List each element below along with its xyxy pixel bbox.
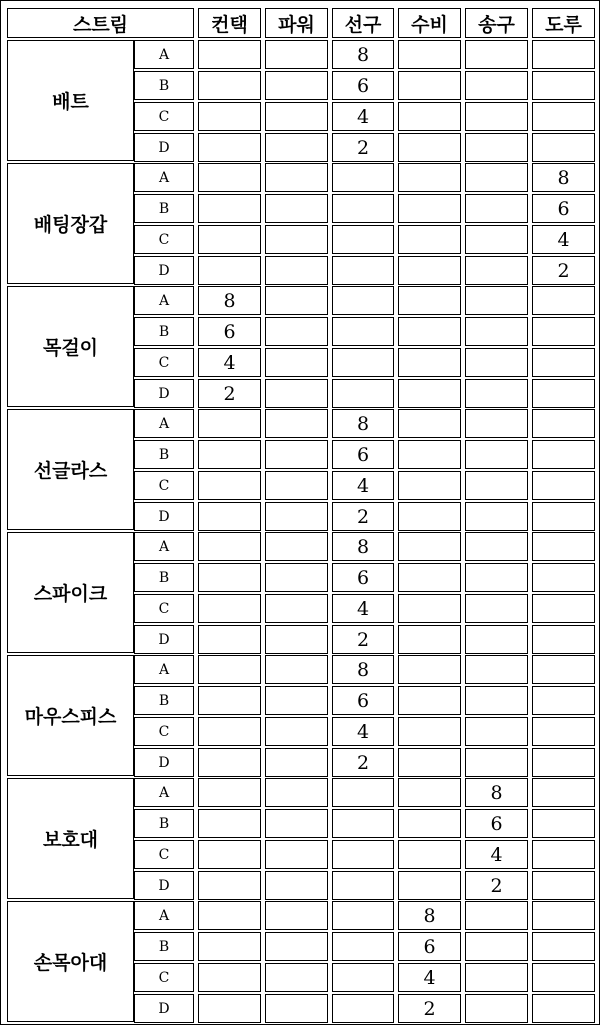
value-cell — [398, 225, 461, 254]
value-cell — [465, 686, 528, 715]
value-cell — [532, 840, 595, 869]
grade-cell: B — [134, 71, 194, 100]
value-cell: 2 — [332, 748, 394, 777]
value-cell: 8 — [332, 532, 394, 561]
grade-cell: B — [134, 440, 194, 469]
group-label: 손목아대 — [7, 901, 134, 1022]
value-cell — [198, 256, 261, 285]
value-cell — [398, 625, 461, 654]
grade-cell: D — [134, 748, 194, 777]
value-cell — [265, 471, 328, 500]
value-cell — [532, 778, 595, 807]
value-cell — [532, 40, 595, 69]
value-cell: 4 — [332, 471, 394, 500]
value-cell — [532, 717, 595, 746]
value-cell — [198, 71, 261, 100]
grade-cell: C — [134, 963, 194, 992]
value-cell — [398, 379, 461, 408]
grade-cell: C — [134, 471, 194, 500]
value-cell: 6 — [332, 440, 394, 469]
value-cell — [265, 502, 328, 531]
value-cell — [332, 994, 394, 1023]
value-cell — [198, 502, 261, 531]
value-cell — [265, 163, 328, 192]
value-cell: 4 — [332, 102, 394, 131]
value-cell — [465, 317, 528, 346]
value-cell — [265, 71, 328, 100]
value-cell — [465, 440, 528, 469]
value-cell — [532, 748, 595, 777]
value-cell: 2 — [332, 502, 394, 531]
value-cell: 4 — [532, 225, 595, 254]
value-cell — [398, 655, 461, 684]
value-cell — [198, 163, 261, 192]
grade-cell: A — [134, 409, 194, 438]
value-cell: 2 — [198, 379, 261, 408]
grade-cell: D — [134, 502, 194, 531]
value-cell — [532, 440, 595, 469]
value-cell — [532, 932, 595, 961]
value-cell — [265, 840, 328, 869]
value-cell — [532, 563, 595, 592]
value-cell — [465, 655, 528, 684]
value-cell — [398, 532, 461, 561]
value-cell: 6 — [332, 686, 394, 715]
value-cell — [198, 102, 261, 131]
value-cell — [265, 686, 328, 715]
value-cell — [198, 809, 261, 838]
value-cell — [532, 71, 595, 100]
value-cell — [198, 655, 261, 684]
header-stat-3: 수비 — [398, 8, 461, 38]
value-cell — [465, 532, 528, 561]
value-cell — [265, 563, 328, 592]
value-cell — [465, 717, 528, 746]
value-cell — [198, 871, 261, 900]
header-stat-5: 도루 — [532, 8, 595, 38]
value-cell — [398, 163, 461, 192]
value-cell — [465, 625, 528, 654]
value-cell — [532, 102, 595, 131]
value-cell: 8 — [198, 286, 261, 315]
value-cell — [198, 625, 261, 654]
value-cell — [465, 163, 528, 192]
value-cell — [198, 778, 261, 807]
value-cell — [398, 256, 461, 285]
value-cell — [265, 286, 328, 315]
value-cell: 2 — [398, 994, 461, 1023]
value-cell — [532, 871, 595, 900]
grade-cell: A — [134, 655, 194, 684]
value-cell — [532, 502, 595, 531]
value-cell — [265, 625, 328, 654]
value-cell — [198, 40, 261, 69]
value-cell — [265, 901, 328, 930]
value-cell — [465, 348, 528, 377]
value-cell — [465, 748, 528, 777]
grade-cell: C — [134, 225, 194, 254]
value-cell — [265, 532, 328, 561]
grade-cell: B — [134, 194, 194, 223]
value-cell — [532, 317, 595, 346]
value-cell — [398, 840, 461, 869]
value-cell — [332, 871, 394, 900]
header-stat-0: 컨택 — [198, 8, 261, 38]
value-cell — [398, 440, 461, 469]
value-cell — [465, 963, 528, 992]
value-cell — [465, 379, 528, 408]
value-cell — [465, 901, 528, 930]
value-cell — [265, 963, 328, 992]
value-cell: 2 — [332, 625, 394, 654]
value-cell — [198, 686, 261, 715]
value-cell — [465, 994, 528, 1023]
value-cell — [398, 409, 461, 438]
value-cell — [532, 286, 595, 315]
value-cell — [332, 932, 394, 961]
value-cell — [465, 133, 528, 162]
value-cell — [332, 194, 394, 223]
value-cell — [398, 686, 461, 715]
value-cell — [398, 71, 461, 100]
value-cell — [265, 194, 328, 223]
value-cell — [265, 40, 328, 69]
value-cell — [398, 563, 461, 592]
value-cell — [465, 502, 528, 531]
value-cell — [532, 655, 595, 684]
value-cell: 8 — [332, 409, 394, 438]
value-cell: 8 — [532, 163, 595, 192]
value-cell — [198, 840, 261, 869]
grade-cell: A — [134, 532, 194, 561]
grade-cell: D — [134, 133, 194, 162]
grade-cell: C — [134, 840, 194, 869]
value-cell — [532, 471, 595, 500]
value-cell — [398, 133, 461, 162]
value-cell — [198, 901, 261, 930]
value-cell — [398, 317, 461, 346]
value-cell — [398, 778, 461, 807]
grade-cell: C — [134, 717, 194, 746]
value-cell — [198, 440, 261, 469]
grade-cell: C — [134, 594, 194, 623]
group-label: 선글라스 — [7, 409, 134, 530]
value-cell — [465, 71, 528, 100]
value-cell — [398, 194, 461, 223]
grade-cell: D — [134, 256, 194, 285]
grade-cell: A — [134, 286, 194, 315]
value-cell — [332, 778, 394, 807]
grade-cell: A — [134, 778, 194, 807]
value-cell — [265, 102, 328, 131]
value-cell — [198, 563, 261, 592]
header-stat-2: 선구 — [332, 8, 394, 38]
value-cell — [198, 532, 261, 561]
value-cell — [198, 194, 261, 223]
header-streamer: 스트림 — [7, 8, 194, 38]
value-cell — [398, 717, 461, 746]
value-cell — [532, 379, 595, 408]
value-cell — [265, 409, 328, 438]
value-cell — [265, 256, 328, 285]
group-label: 배팅장갑 — [7, 163, 134, 284]
value-cell — [198, 932, 261, 961]
value-cell — [532, 994, 595, 1023]
grade-cell: A — [134, 163, 194, 192]
grade-cell: B — [134, 809, 194, 838]
value-cell — [465, 102, 528, 131]
value-cell — [465, 594, 528, 623]
value-cell — [198, 748, 261, 777]
value-cell — [398, 348, 461, 377]
grade-cell: D — [134, 379, 194, 408]
value-cell — [198, 963, 261, 992]
value-cell — [398, 594, 461, 623]
value-cell — [265, 655, 328, 684]
value-cell — [332, 348, 394, 377]
value-cell — [265, 994, 328, 1023]
grade-cell: B — [134, 932, 194, 961]
header-stat-1: 파워 — [265, 8, 328, 38]
value-cell — [398, 40, 461, 69]
group-label: 스파이크 — [7, 532, 134, 653]
value-cell — [398, 286, 461, 315]
value-cell: 2 — [532, 256, 595, 285]
value-cell — [265, 348, 328, 377]
value-cell — [465, 409, 528, 438]
value-cell — [532, 133, 595, 162]
value-cell: 4 — [398, 963, 461, 992]
value-cell — [465, 471, 528, 500]
grade-cell: A — [134, 901, 194, 930]
group-label: 보호대 — [7, 778, 134, 899]
group-label: 목걸이 — [7, 286, 134, 407]
value-cell — [265, 748, 328, 777]
value-cell — [332, 163, 394, 192]
value-cell: 6 — [332, 563, 394, 592]
value-cell — [198, 225, 261, 254]
value-cell — [465, 194, 528, 223]
value-cell — [265, 379, 328, 408]
value-cell — [265, 317, 328, 346]
value-cell — [198, 409, 261, 438]
value-cell — [265, 778, 328, 807]
grade-cell: D — [134, 994, 194, 1023]
value-cell — [398, 502, 461, 531]
value-cell: 6 — [465, 809, 528, 838]
value-cell — [332, 286, 394, 315]
group-label: 마우스피스 — [7, 655, 134, 776]
value-cell — [465, 40, 528, 69]
value-cell — [265, 594, 328, 623]
value-cell — [265, 440, 328, 469]
value-cell — [465, 286, 528, 315]
value-cell — [265, 932, 328, 961]
value-cell — [398, 102, 461, 131]
value-cell — [398, 748, 461, 777]
value-cell: 4 — [198, 348, 261, 377]
grade-cell: D — [134, 625, 194, 654]
value-cell — [532, 963, 595, 992]
value-cell — [532, 348, 595, 377]
value-cell: 2 — [332, 133, 394, 162]
grade-cell: C — [134, 102, 194, 131]
value-cell — [265, 871, 328, 900]
value-cell — [532, 686, 595, 715]
value-cell: 2 — [465, 871, 528, 900]
value-cell — [198, 471, 261, 500]
value-cell: 8 — [465, 778, 528, 807]
value-cell — [398, 471, 461, 500]
value-cell — [198, 717, 261, 746]
value-cell: 8 — [332, 655, 394, 684]
value-cell: 6 — [198, 317, 261, 346]
value-cell — [265, 717, 328, 746]
value-cell — [465, 932, 528, 961]
value-cell: 4 — [465, 840, 528, 869]
value-cell — [332, 809, 394, 838]
value-cell — [198, 133, 261, 162]
header-stat-4: 송구 — [465, 8, 528, 38]
value-cell: 6 — [332, 71, 394, 100]
group-label: 배트 — [7, 40, 134, 161]
value-cell — [532, 625, 595, 654]
value-cell — [332, 225, 394, 254]
value-cell — [398, 871, 461, 900]
value-cell — [198, 994, 261, 1023]
value-cell — [332, 256, 394, 285]
value-cell — [532, 532, 595, 561]
value-cell — [532, 809, 595, 838]
value-cell — [532, 409, 595, 438]
value-cell — [265, 225, 328, 254]
value-cell — [332, 317, 394, 346]
grade-cell: B — [134, 317, 194, 346]
value-cell: 8 — [398, 901, 461, 930]
value-cell — [332, 840, 394, 869]
value-cell: 4 — [332, 717, 394, 746]
value-cell — [332, 901, 394, 930]
grade-cell: A — [134, 40, 194, 69]
value-cell: 4 — [332, 594, 394, 623]
value-cell: 6 — [398, 932, 461, 961]
value-cell — [465, 225, 528, 254]
value-cell — [198, 594, 261, 623]
value-cell — [398, 809, 461, 838]
value-cell — [532, 901, 595, 930]
value-cell — [265, 809, 328, 838]
value-cell — [465, 256, 528, 285]
value-cell — [532, 594, 595, 623]
value-cell — [465, 563, 528, 592]
value-cell — [332, 379, 394, 408]
value-cell — [265, 133, 328, 162]
grade-cell: D — [134, 871, 194, 900]
grade-cell: B — [134, 563, 194, 592]
grade-cell: C — [134, 348, 194, 377]
value-cell: 8 — [332, 40, 394, 69]
value-cell: 6 — [532, 194, 595, 223]
value-cell — [332, 963, 394, 992]
grade-cell: B — [134, 686, 194, 715]
